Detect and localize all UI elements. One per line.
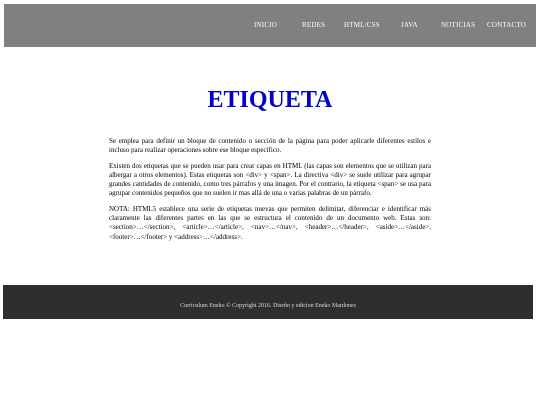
nav-item-redes[interactable]: REDES xyxy=(302,21,326,29)
paragraph-note: NOTA: HTML5 establece una serie de etiquetas nuevas que permiten delimitar, diferenciar e identificar más claramente las diferentes partes en las que se estructura el contenido de un documento web. Estas son: <section>…</section>, <article>…</article>, <nav>…</nav>, <header>…</header>, <aside>…</aside>, <footer>…</footer> y <address>…</address>. xyxy=(109,204,431,241)
paragraph-layers: Existen dos etiquetas que se pueden usar para crear capas en HTML (las capas son elementos que se utilizan para albergar a otros elementos). Estas etiquetas son <div> y <span>. La directiva <div> se suele utilizar para agrupar grandes cantidades de contenido, como tres párrafos y una imagen. Por el contrario, la etiqueta <span> se usa para agrupar contenidos pequeños que no suelen ir mas allá de una o varias palabras de un párrafo. xyxy=(109,161,431,198)
nav-item-inicio[interactable]: INICIO xyxy=(254,21,277,29)
nav-item-html-css[interactable]: HTML/CSS xyxy=(344,21,380,29)
main-content xyxy=(109,137,431,248)
footer xyxy=(3,285,533,319)
copyright-text: Curriculum Eneko © Copyright 2016. Diseño y edicion Eneko Mardones xyxy=(180,303,356,309)
top-navbar xyxy=(4,4,536,47)
nav-item-noticias[interactable]: NOTICIAS xyxy=(441,21,476,29)
nav-item-contacto[interactable]: CONTACTO xyxy=(487,21,527,29)
page-title: ETIQUETA xyxy=(207,87,333,113)
paragraph-intro: Se emplea para definir un bloque de contenido o sección de la página para poder aplicarle diferentes estilos e incluso para realizar operaciones sobre ese bloque específico. xyxy=(109,137,431,155)
nav-item-java[interactable]: JAVA xyxy=(401,21,418,29)
